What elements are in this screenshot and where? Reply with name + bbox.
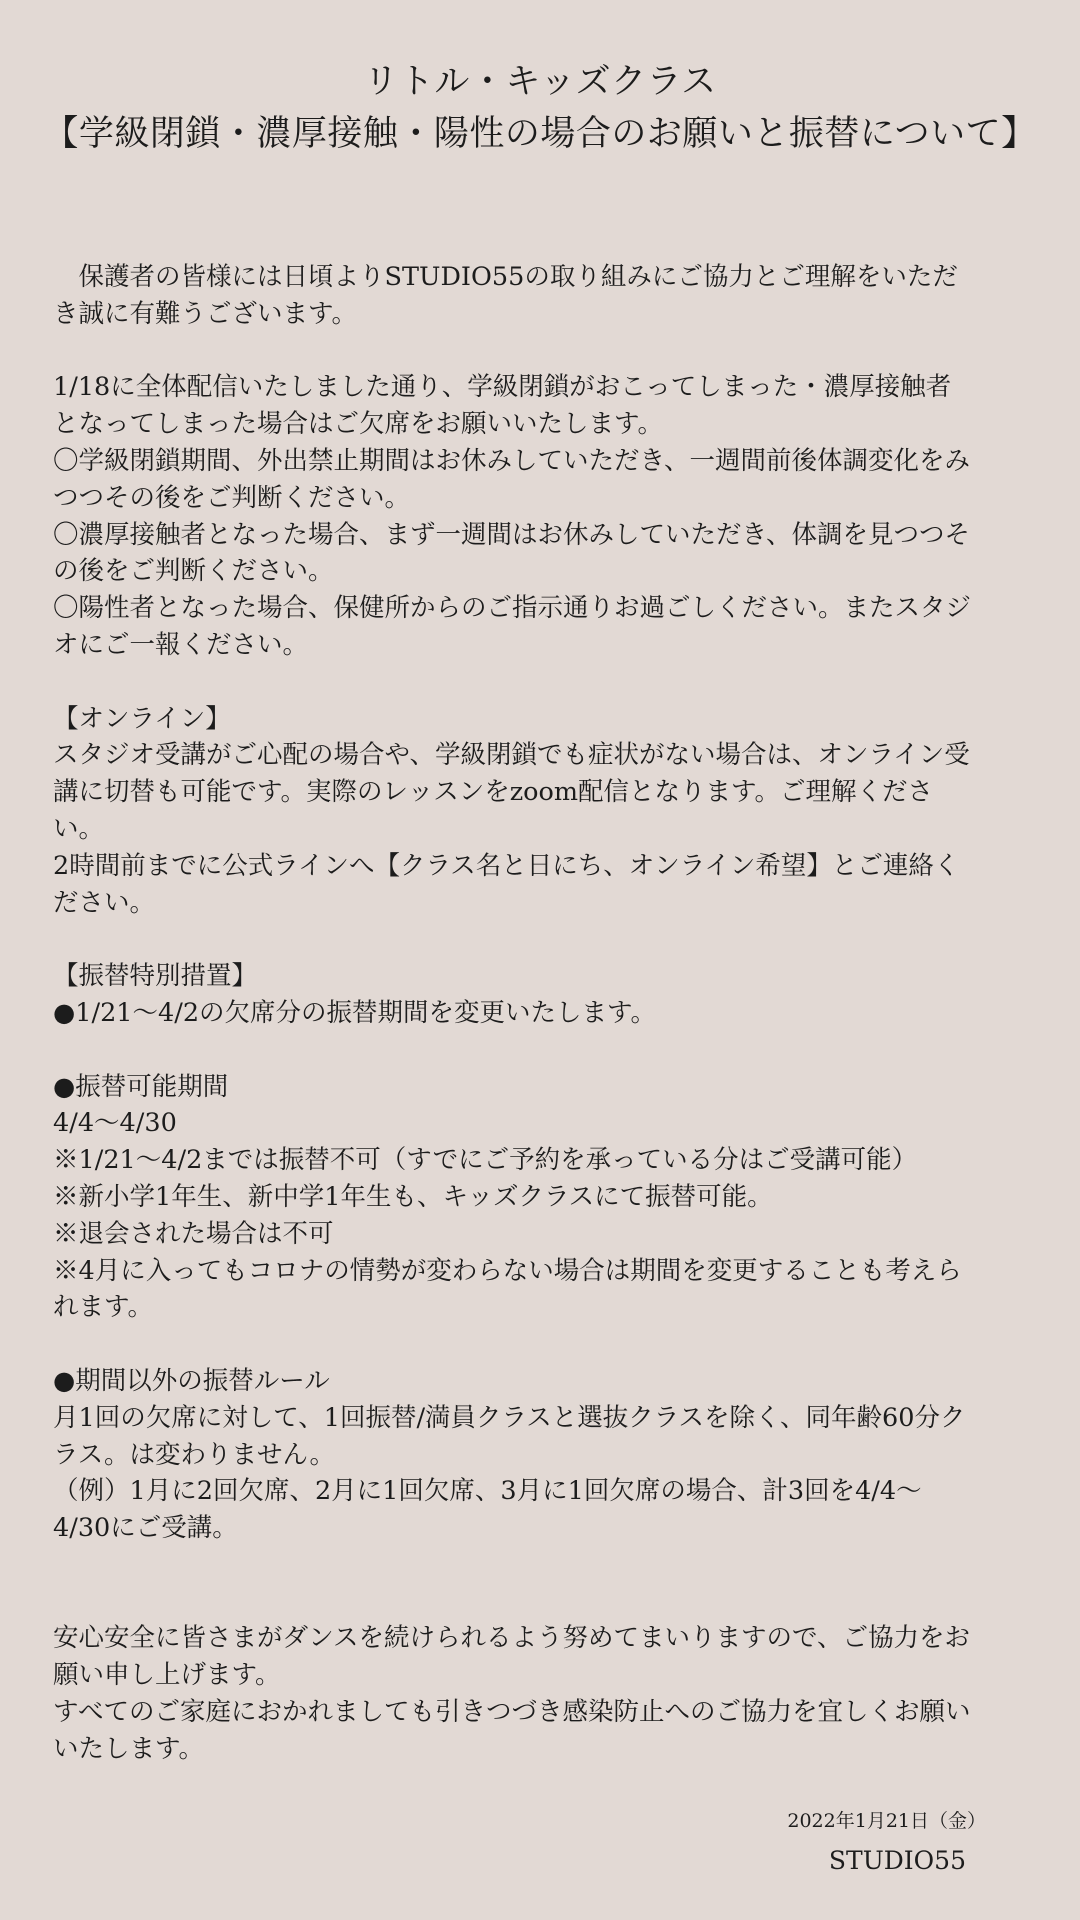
text-line: ●1/21～4/2の欠席分の振替期間を変更いたします。 [53,997,657,1028]
text-line: い。 [53,813,105,844]
section-heading: 【振替特別措置】 [53,961,258,992]
text-line: の後をご判断ください。 [53,556,334,587]
text-line: き誠に有難うございます。 [53,298,357,329]
online-section [53,701,1025,922]
text-line: ださい。 [53,887,156,918]
text-line: 願い申し上げます。 [53,1660,281,1691]
text-line: （例）1月に2回欠席、2月に1回欠席、3月に1回欠席の場合、計3回を4/4～ [53,1476,922,1507]
notice-body [53,259,1025,1768]
spacer [53,1326,1025,1363]
absence-notice-paragraph [53,369,1025,663]
transfer-period-section [53,1069,1025,1327]
text-line: 講に切替も可能です。実際のレッスンをzoom配信となります。ご理解くださ [53,777,933,808]
text-line: ※退会された場合は不可 [53,1218,334,1249]
section-heading: ●振替可能期間 [53,1071,229,1102]
studio-name: STUDIO55 [828,1846,966,1875]
spacer [53,1547,1025,1584]
page-title: リトル・キッズクラス [363,62,717,102]
section-heading: ●期間以外の振替ルール [53,1365,330,1396]
text-line: ラス。は変わりません。 [53,1439,336,1470]
text-line: いたします。 [53,1733,204,1764]
transfer-rules-section [53,1363,1025,1547]
text-line: 2時間前までに公式ラインへ【クラス名と日にち、オンライン希望】とご連絡く [53,850,960,881]
text-line: ※新小学1年生、新中学1年生も、キッズクラスにて振替可能。 [53,1181,773,1212]
text-line: 安心安全に皆さまがダンスを続けられるよう努めてまいりますので、ご協力をお [53,1623,970,1654]
spacer [53,1584,1025,1621]
text-line: 〇濃厚接触者となった場合、まず一週間はお休みしていただき、体調を見つつそ [53,519,970,550]
intro-paragraph [53,259,1025,333]
text-line: 保護者の皆様には日頃よりSTUDIO55の取り組みにご協力とご理解をいただ [53,262,958,292]
text-line: ※4月に入ってもコロナの情勢が変わらない場合は期間を変更することも考えら [53,1255,962,1286]
text-line: 1/18に全体配信いたしました通り、学級閉鎖がおこってしまった・濃厚接触者 [53,372,952,403]
spacer [53,921,1025,958]
closing-paragraph [53,1620,1025,1767]
text-line: ※1/21～4/2までは振替不可（すでにご予約を承っている分はご受講可能） [53,1145,918,1176]
spacer [53,333,1025,370]
text-line: 4/30にご受講。 [53,1513,238,1544]
text-line: れます。 [53,1292,153,1323]
spacer [53,1032,1025,1069]
section-heading: 【オンライン】 [53,703,231,734]
text-line: オにご一報ください。 [53,629,309,660]
spacer [53,664,1025,701]
text-line: 〇陽性者となった場合、保健所からのご指示通りお過ごしください。またスタジ [53,593,972,624]
special-measures-section [53,958,1025,1032]
issue-date: 2022年1月21日（金） [787,1810,986,1832]
page-subtitle: 【学級閉鎖・濃厚接触・陽性の場合のお願いと振替について】 [43,114,1037,154]
text-line: 4/4～4/30 [53,1108,177,1139]
text-line: 月1回の欠席に対して、1回振替/満員クラスと選抜クラスを除く、同年齢60分ク [53,1402,966,1433]
page-header [0,56,1080,160]
text-line: スタジオ受講がご心配の場合や、学級閉鎖でも症状がない場合は、オンライン受 [53,740,970,771]
text-line: つつその後をご判断ください。 [53,482,411,513]
signature-block [787,1806,986,1884]
text-line: 〇学級閉鎖期間、外出禁止期間はお休みしていただき、一週間前後体調変化をみ [53,445,970,476]
text-line: すべてのご家庭におかれましても引きつづき感染防止へのご協力を宜しくお願い [53,1697,971,1728]
text-line: となってしまった場合はご欠席をお願いいたします。 [53,409,663,440]
